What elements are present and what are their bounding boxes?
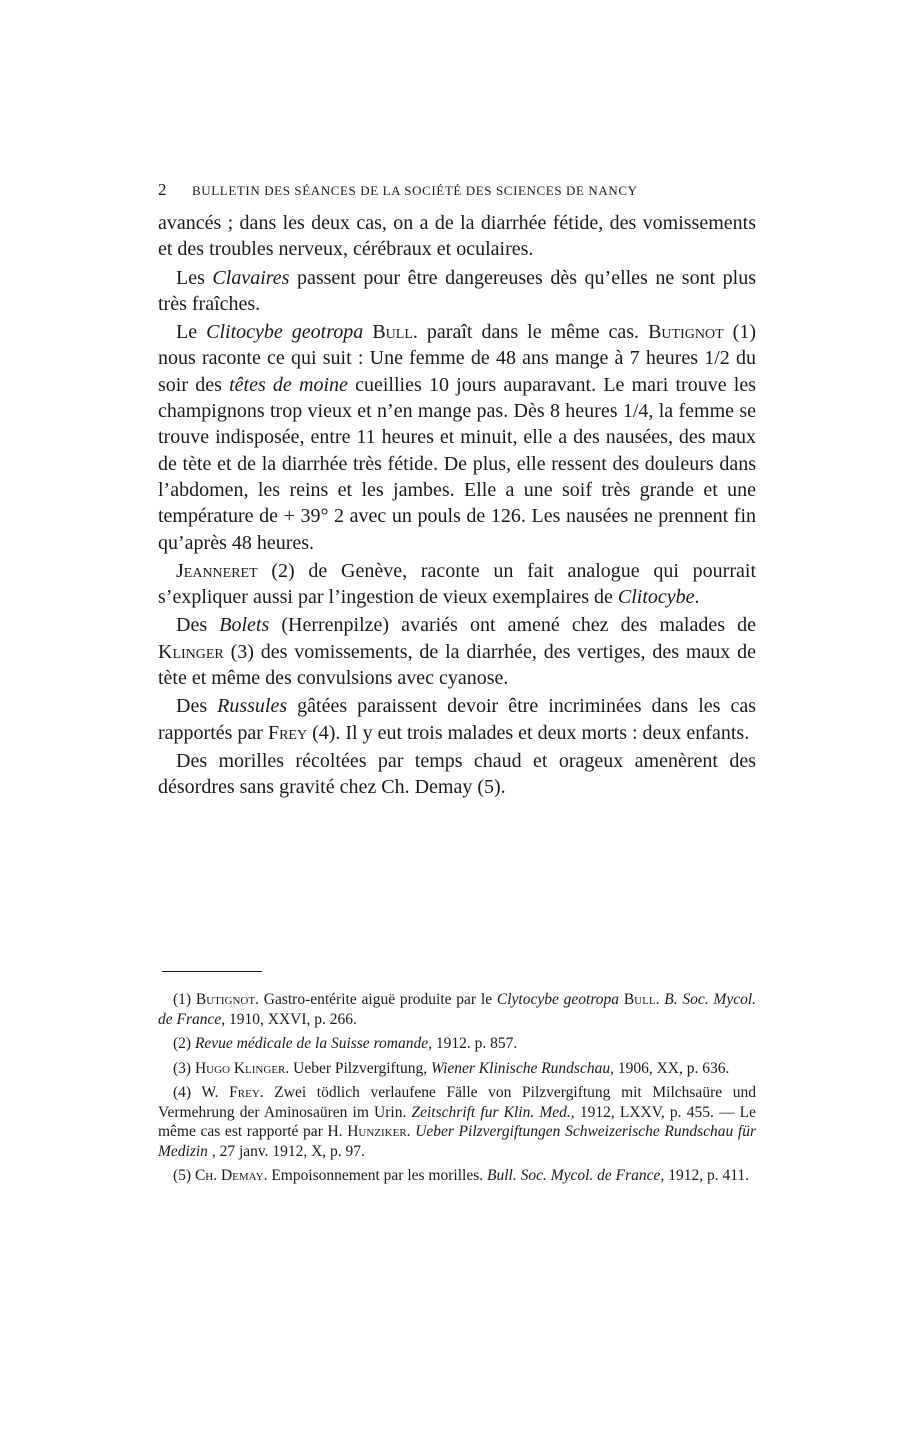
main-text (158, 210, 756, 801)
footnote-number: (2) (173, 1035, 195, 1052)
text-run: 1910, XXVI, p. 266. (225, 1010, 357, 1028)
text-run: 1912, LXXV, p. 455. — Le même cas est rapporté par H. (158, 1103, 756, 1140)
text-run: 1912. p. 857. (431, 1035, 518, 1052)
text-run: , 27 janv. 1912, X, p. 97. (207, 1142, 365, 1160)
text-run: 1906, XX, p. 636. (613, 1059, 730, 1077)
author-name: Bull. (372, 321, 418, 344)
page-number: 2 (158, 180, 167, 199)
text-run: . (655, 991, 665, 1008)
text-run: (3) des vomissements, de la diarrhée, des vertiges, des maux de tète et même des convulsions avec cyanose. (158, 640, 756, 690)
text-run: . Empoisonnement par les morilles. (263, 1167, 487, 1184)
common-name: têtes de moine (229, 373, 348, 396)
journal-title: Zeitschrift fur Klin. Med., (411, 1103, 575, 1121)
text-run: Le (176, 321, 207, 344)
text-run: . (406, 1123, 416, 1140)
journal-title: Bull. Soc. Mycol. de France, (486, 1167, 665, 1184)
text-run: . Ueber Pilzvergiftung, (285, 1059, 432, 1077)
author-name: Hunziker (347, 1123, 407, 1140)
journal-title: Ueber Pilzvergiftungen Schweizerische Rundschau für Medizin (158, 1123, 757, 1160)
footnote-2 (158, 1034, 756, 1054)
footnote-number: (1) (173, 991, 196, 1008)
taxon-name: Russules (217, 695, 288, 718)
footnote-1 (158, 990, 756, 1029)
text-run: . (694, 586, 700, 609)
text-run: (2) de Genève, raconte un fait analogue qui pourrait s’expliquer aussi par l’ingestion de vieux exemplaires de (158, 559, 756, 609)
paragraph-7: Des morilles récoltées par temps chaud et orageux amenèrent des désordres sans gravité chez Ch. Demay (5). (158, 749, 756, 799)
text-run: (1) nous raconte ce qui suit : Une femme de 48 ans mange à 7 heures 1/2 du soir des (158, 321, 756, 396)
taxon-name: Clitocybe (617, 586, 695, 609)
footnote-number: (5) (173, 1167, 195, 1184)
footnote-4 (158, 1083, 756, 1161)
text-run: (Herrenpilze) avariés ont amené chez des malades de (269, 614, 756, 637)
author-name: Butignot (195, 991, 256, 1008)
paragraph-4 (158, 558, 756, 611)
text-run: (4). Il y eut trois malades et deux morts : deux enfants. (307, 721, 750, 744)
author-name: Hugo Klinger (194, 1059, 286, 1077)
running-header (158, 180, 758, 200)
text-run: cueillies 10 jours auparavant. Le mari trouve les champignons trop vieux et n’en mange pas. Dès 8 heures 1/4, la femme se trouve indisposée, entre 11 heures et minuit, elle a des nausées, des maux de tète et de la diarrhée très fétide. De plus, elle ressent des douleurs dans l’abdomen, les reins et les jambes. Elle a une soif très grande et une température de + 39° 2 avec un pouls de 126. Les nausées ne prennent fin qu’après 48 heures. (158, 373, 756, 554)
footnote-5 (158, 1166, 756, 1186)
footnotes (158, 990, 756, 1191)
text-run: passent pour être dangereuses dès qu’elles ne sont plus très fraîches. (158, 266, 756, 315)
taxon-name: Clavaires (212, 266, 290, 289)
author-name: Butignot (648, 321, 724, 344)
taxon-name: Clitocybe geotropa (206, 321, 364, 344)
author-name: Jeanneret (176, 559, 258, 582)
journal-title: B. Soc. Mycol. de France, (158, 991, 757, 1028)
author-name: Ch. Demay (194, 1167, 264, 1184)
author-name: Klinger (158, 640, 224, 663)
text-run: W. (201, 1084, 230, 1101)
text-run: . Zwei tödlich verlaufene Fälle von Pilzvergiftung mit Milchsaüre und Vermehrung der Aminosaüren im Urin. (158, 1084, 756, 1121)
paragraph-5 (158, 612, 756, 691)
paragraph-6 (158, 693, 756, 746)
footnote-3 (158, 1059, 756, 1079)
paragraph-1: avancés ; dans les deux cas, on a de la diarrhée fétide, des vomissements et des troubles nerveux, cérébraux et oculaires. (158, 212, 756, 261)
text-run: 1912, p. 411. (664, 1167, 749, 1184)
footnote-separator (162, 971, 262, 972)
author-name: Frey (229, 1084, 260, 1101)
taxon-name: Clytocybe geotropa (496, 991, 620, 1008)
text-run: . Gastro-entérite aiguë produite par le (255, 991, 497, 1008)
text-run: Des (176, 614, 220, 637)
footnote-number: (3) (173, 1059, 195, 1077)
footnote-number: (4) (173, 1084, 202, 1101)
author-name: Bull (623, 991, 656, 1008)
text-run: Les (176, 266, 213, 289)
text-run: Des (176, 695, 218, 718)
author-name: Frey (267, 721, 308, 744)
text-run: gâtées paraissent devoir être incriminées dans les cas rapportés par (158, 695, 756, 744)
taxon-name: Bolets (219, 614, 270, 637)
text-run (363, 321, 372, 343)
text-run: paraît dans le même cas. (417, 321, 649, 344)
journal-title: Wiener Klinische Rundschau, (431, 1059, 614, 1077)
journal-title: Revue médicale de la Suisse romande, (194, 1035, 432, 1052)
paragraph-3 (158, 319, 756, 556)
running-title: BULLETIN DES SÉANCES DE LA SOCIÉTÉ DES SCIENCES DE NANCY (192, 183, 638, 198)
paragraph-2 (158, 265, 756, 318)
